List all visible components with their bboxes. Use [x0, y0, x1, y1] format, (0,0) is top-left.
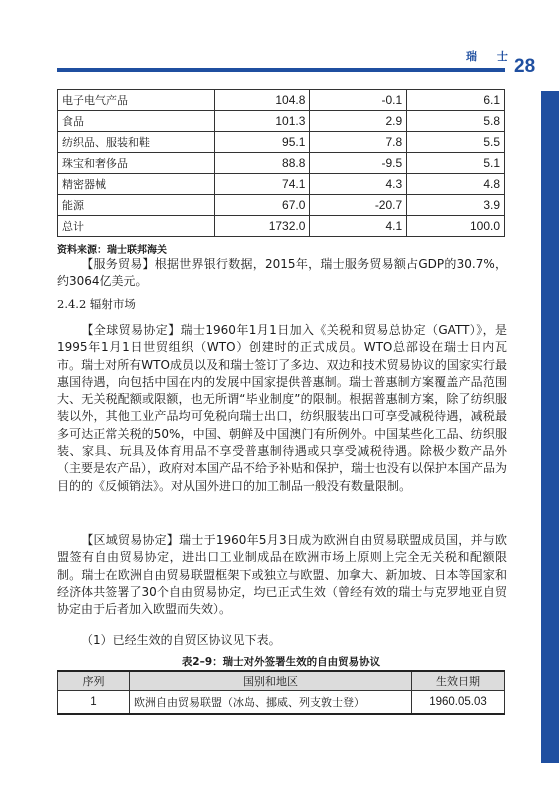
value-cell: -9.5 [310, 153, 407, 174]
paragraph-regional-agreements [57, 532, 507, 618]
value-cell: 101.3 [214, 111, 310, 132]
section-heading: 2.4.2 辐射市场 [57, 297, 136, 311]
product-cell: 精密器械 [58, 174, 215, 195]
value-cell: 5.5 [407, 132, 505, 153]
paragraph-global-agreements [57, 322, 507, 495]
paragraph-services-text: 【服务贸易】根据世界银行数据，2015年，瑞士服务贸易额占GDP的30.7%，约3064亿美元。 [57, 257, 507, 289]
paragraph-intro-list [57, 632, 507, 649]
paragraph-global-agreements-text: 【全球贸易协定】瑞士1960年1月1日加入《关税和贸易总协定（GATT）》，是1995年1月1日世贸组织（WTO）创建时的正式成员。WTO总部设在瑞士日内瓦市。瑞士对所有WTO成员以及和瑞士签订了多边、双边和技术贸易协议的国家实行最惠国待遇，向包括中国在内的发展中国家提供普惠制。瑞士普惠制方案覆盖产品范围大、无关税配额或限额，也无所谓“毕业制度”的限制。根据普惠制方案，除了纺织服装以外，其他工业产品均可免税向瑞士出口，纺织服装出口可享受减税待遇，减税最多可达正常关税的50%，中国、朝鲜及中国澳门有所例外。中国某些化工品、纺织服装、家具、玩具及体育用品不享受普惠制待遇或只享受减税待遇。除极少数产品外（主要是农产品），政府对本国产品不给予补贴和保护，瑞士也没有以保护本国产品为目的的《反倾销法》。对从国外进口的加工制品一般没有数量限制。 [57, 323, 508, 493]
table-row [58, 691, 505, 715]
value-cell: 104.8 [214, 90, 310, 111]
fta-header-date: 生效日期 [412, 671, 505, 691]
table-row [58, 132, 505, 153]
product-cell: 珠宝和奢侈品 [58, 153, 215, 174]
side-tab-bar [541, 91, 559, 763]
table-row [58, 153, 505, 174]
paragraph-services [57, 256, 507, 291]
value-cell: 88.8 [214, 153, 310, 174]
value-cell: -20.7 [310, 195, 407, 216]
value-cell: 4.3 [310, 174, 407, 195]
value-cell: 4.1 [310, 216, 407, 237]
header-title: 瑞 士 [466, 50, 516, 63]
paragraph-intro-list-text: （1）已经生效的自贸区协议见下表。 [81, 633, 281, 647]
value-cell: 3.9 [407, 195, 505, 216]
value-cell: 95.1 [214, 132, 310, 153]
seq-cell: 1 [58, 691, 130, 715]
value-cell: -0.1 [310, 90, 407, 111]
product-cell: 能源 [58, 195, 215, 216]
value-cell: 7.8 [310, 132, 407, 153]
value-cell: 74.1 [214, 174, 310, 195]
value-cell: 5.8 [407, 111, 505, 132]
product-cell: 总计 [58, 216, 215, 237]
table-row [58, 174, 505, 195]
trade-table [57, 89, 505, 237]
table-row [58, 216, 505, 237]
region-cell: 欧洲自由贸易联盟（冰岛、挪威、列支敦士登） [130, 691, 412, 715]
fta-header-region: 国别和地区 [130, 671, 412, 691]
table-row [58, 90, 505, 111]
product-cell: 电子电气产品 [58, 90, 215, 111]
page-number: 28 [514, 56, 536, 77]
value-cell: 67.0 [214, 195, 310, 216]
source-note: 资料来源：瑞士联邦海关 [57, 245, 167, 256]
value-cell: 2.9 [310, 111, 407, 132]
fta-table [57, 670, 505, 715]
paragraph-regional-agreements-text: 【区域贸易协定】瑞士于1960年5月3日成为欧洲自由贸易联盟成员国，并与欧盟签有自由贸易协定，进出口工业制成品在欧洲市场上原则上完全无关税和配额限制。瑞士在欧洲自由贸易联盟框架下或独立与欧盟、加拿大、新加坡、日本等国家和经济体共签署了30个自由贸易协定，均已正式生效（曾经有效的瑞士与克罗地亚自贸协定由于后者加入欧盟而失效）。 [57, 533, 507, 617]
value-cell: 5.1 [407, 153, 505, 174]
header-rule [57, 68, 505, 72]
value-cell: 100.0 [407, 216, 505, 237]
value-cell: 4.8 [407, 174, 505, 195]
value-cell: 1732.0 [214, 216, 310, 237]
value-cell: 6.1 [407, 90, 505, 111]
table-row [58, 111, 505, 132]
product-cell: 食品 [58, 111, 215, 132]
table-row [58, 195, 505, 216]
product-cell: 纺织品、服装和鞋 [58, 132, 215, 153]
fta-table-caption: 表2–9：瑞士对外签署生效的自由贸易协议 [181, 656, 381, 668]
date-cell: 1960.05.03 [412, 691, 505, 715]
fta-header-seq: 序列 [58, 671, 130, 691]
